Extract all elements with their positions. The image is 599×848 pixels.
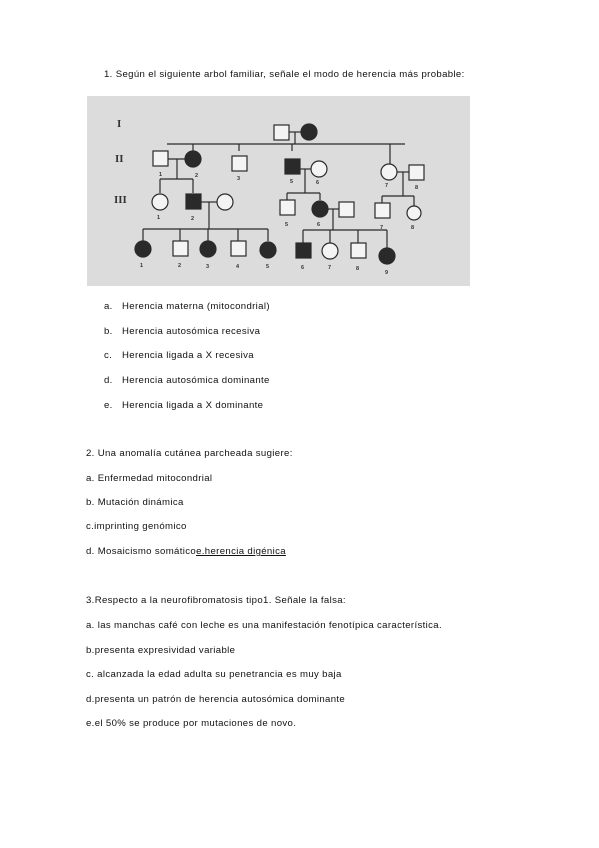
pedigree-male-unaffected <box>409 165 424 180</box>
pedigree-male-unaffected <box>231 241 246 256</box>
pedigree-figure <box>87 96 470 286</box>
option-text: Herencia materna (mitocondrial) <box>122 301 270 312</box>
individual-label: 3 <box>206 264 210 270</box>
pedigree-female-affected <box>260 242 276 258</box>
pedigree-male-unaffected <box>339 202 354 217</box>
pedigree-female-unaffected <box>152 194 168 210</box>
pedigree-male-unaffected <box>274 125 289 140</box>
option-text: Herencia autosómica dominante <box>122 375 270 386</box>
option-letter: a. <box>104 301 113 312</box>
question-1-stem: 1. Según el siguiente arbol familiar, señale el modo de herencia más probable: <box>104 69 465 80</box>
question-2-stem: 2. Una anomalía cutánea parcheada sugiere: <box>86 448 293 459</box>
individual-label: 8 <box>411 225 415 231</box>
pedigree-female-affected <box>200 241 216 257</box>
pedigree-female-unaffected <box>217 194 233 210</box>
individual-label: 6 <box>317 222 321 228</box>
option-line <box>86 546 286 557</box>
option-text: e.herencia digénica <box>196 546 286 557</box>
pedigree-female-affected <box>379 248 395 264</box>
generation-label: III <box>114 194 127 206</box>
pedigree-male-unaffected <box>173 241 188 256</box>
option-text: b. Mutación dinámica <box>86 497 184 508</box>
individual-label: 2 <box>178 263 182 269</box>
individual-label: 9 <box>385 270 389 276</box>
pedigree-female-affected <box>301 124 317 140</box>
individual-label: 2 <box>191 216 195 222</box>
pedigree-male-affected <box>296 243 311 258</box>
pedigree-male-unaffected <box>232 156 247 171</box>
option-text: e.el 50% se produce por mutaciones de novo. <box>86 718 297 729</box>
pedigree-female-unaffected <box>322 243 338 259</box>
generation-label: I <box>117 118 122 130</box>
pedigree-male-unaffected <box>351 243 366 258</box>
individual-label: 7 <box>385 183 389 189</box>
option-text: Herencia ligada a X dominante <box>122 400 264 411</box>
option-text: a. las manchas café con leche es una manifestación fenotípica característica. <box>86 620 442 631</box>
option-text: a. Enfermedad mitocondrial <box>86 473 213 484</box>
individual-label: 1 <box>140 263 144 269</box>
pedigree-chart <box>87 96 470 286</box>
option-letter: c. <box>104 350 113 361</box>
individual-label: 4 <box>236 264 240 270</box>
pedigree-male-unaffected <box>280 200 295 215</box>
individual-label: 6 <box>316 180 320 186</box>
pedigree-female-affected <box>135 241 151 257</box>
individual-label: 7 <box>328 265 332 271</box>
option-letter: e. <box>104 400 113 411</box>
individual-label: 8 <box>356 266 360 272</box>
pedigree-male-affected <box>285 159 300 174</box>
individual-label: 7 <box>380 225 384 231</box>
pedigree-female-unaffected <box>381 164 397 180</box>
pedigree-female-unaffected <box>407 206 421 220</box>
option-text: b.presenta expresividad variable <box>86 645 236 656</box>
individual-label: 5 <box>266 264 270 270</box>
individual-label: 5 <box>285 222 289 228</box>
individual-label: 3 <box>237 176 241 182</box>
pedigree-female-affected <box>185 151 201 167</box>
pedigree-female-affected <box>312 201 328 217</box>
pedigree-male-unaffected <box>375 203 390 218</box>
individual-label: 2 <box>195 173 199 179</box>
option-letter: d. <box>104 375 113 386</box>
individual-label: 5 <box>290 179 294 185</box>
option-letter: b. <box>104 326 113 337</box>
option-text: Herencia ligada a X recesiva <box>122 350 254 361</box>
option-text: d. Mosaicismo somático <box>86 546 197 557</box>
individual-label: 8 <box>415 185 419 191</box>
option-text: c.imprinting genómico <box>86 521 187 532</box>
pedigree-female-unaffected <box>311 161 327 177</box>
generation-label: II <box>115 153 124 165</box>
option-text: c. alcanzada la edad adulta su penetrancia es muy baja <box>86 669 342 680</box>
option-text: Herencia autosómica recesiva <box>122 326 261 337</box>
pedigree-male-unaffected <box>153 151 168 166</box>
option-text: d.presenta un patrón de herencia autosómica dominante <box>86 694 346 705</box>
individual-label: 1 <box>159 172 163 178</box>
individual-label: 1 <box>157 215 161 221</box>
question-3-stem: 3.Respecto a la neurofibromatosis tipo1. Señale la falsa: <box>86 595 346 606</box>
pedigree-male-affected <box>186 194 201 209</box>
individual-label: 6 <box>301 265 305 271</box>
